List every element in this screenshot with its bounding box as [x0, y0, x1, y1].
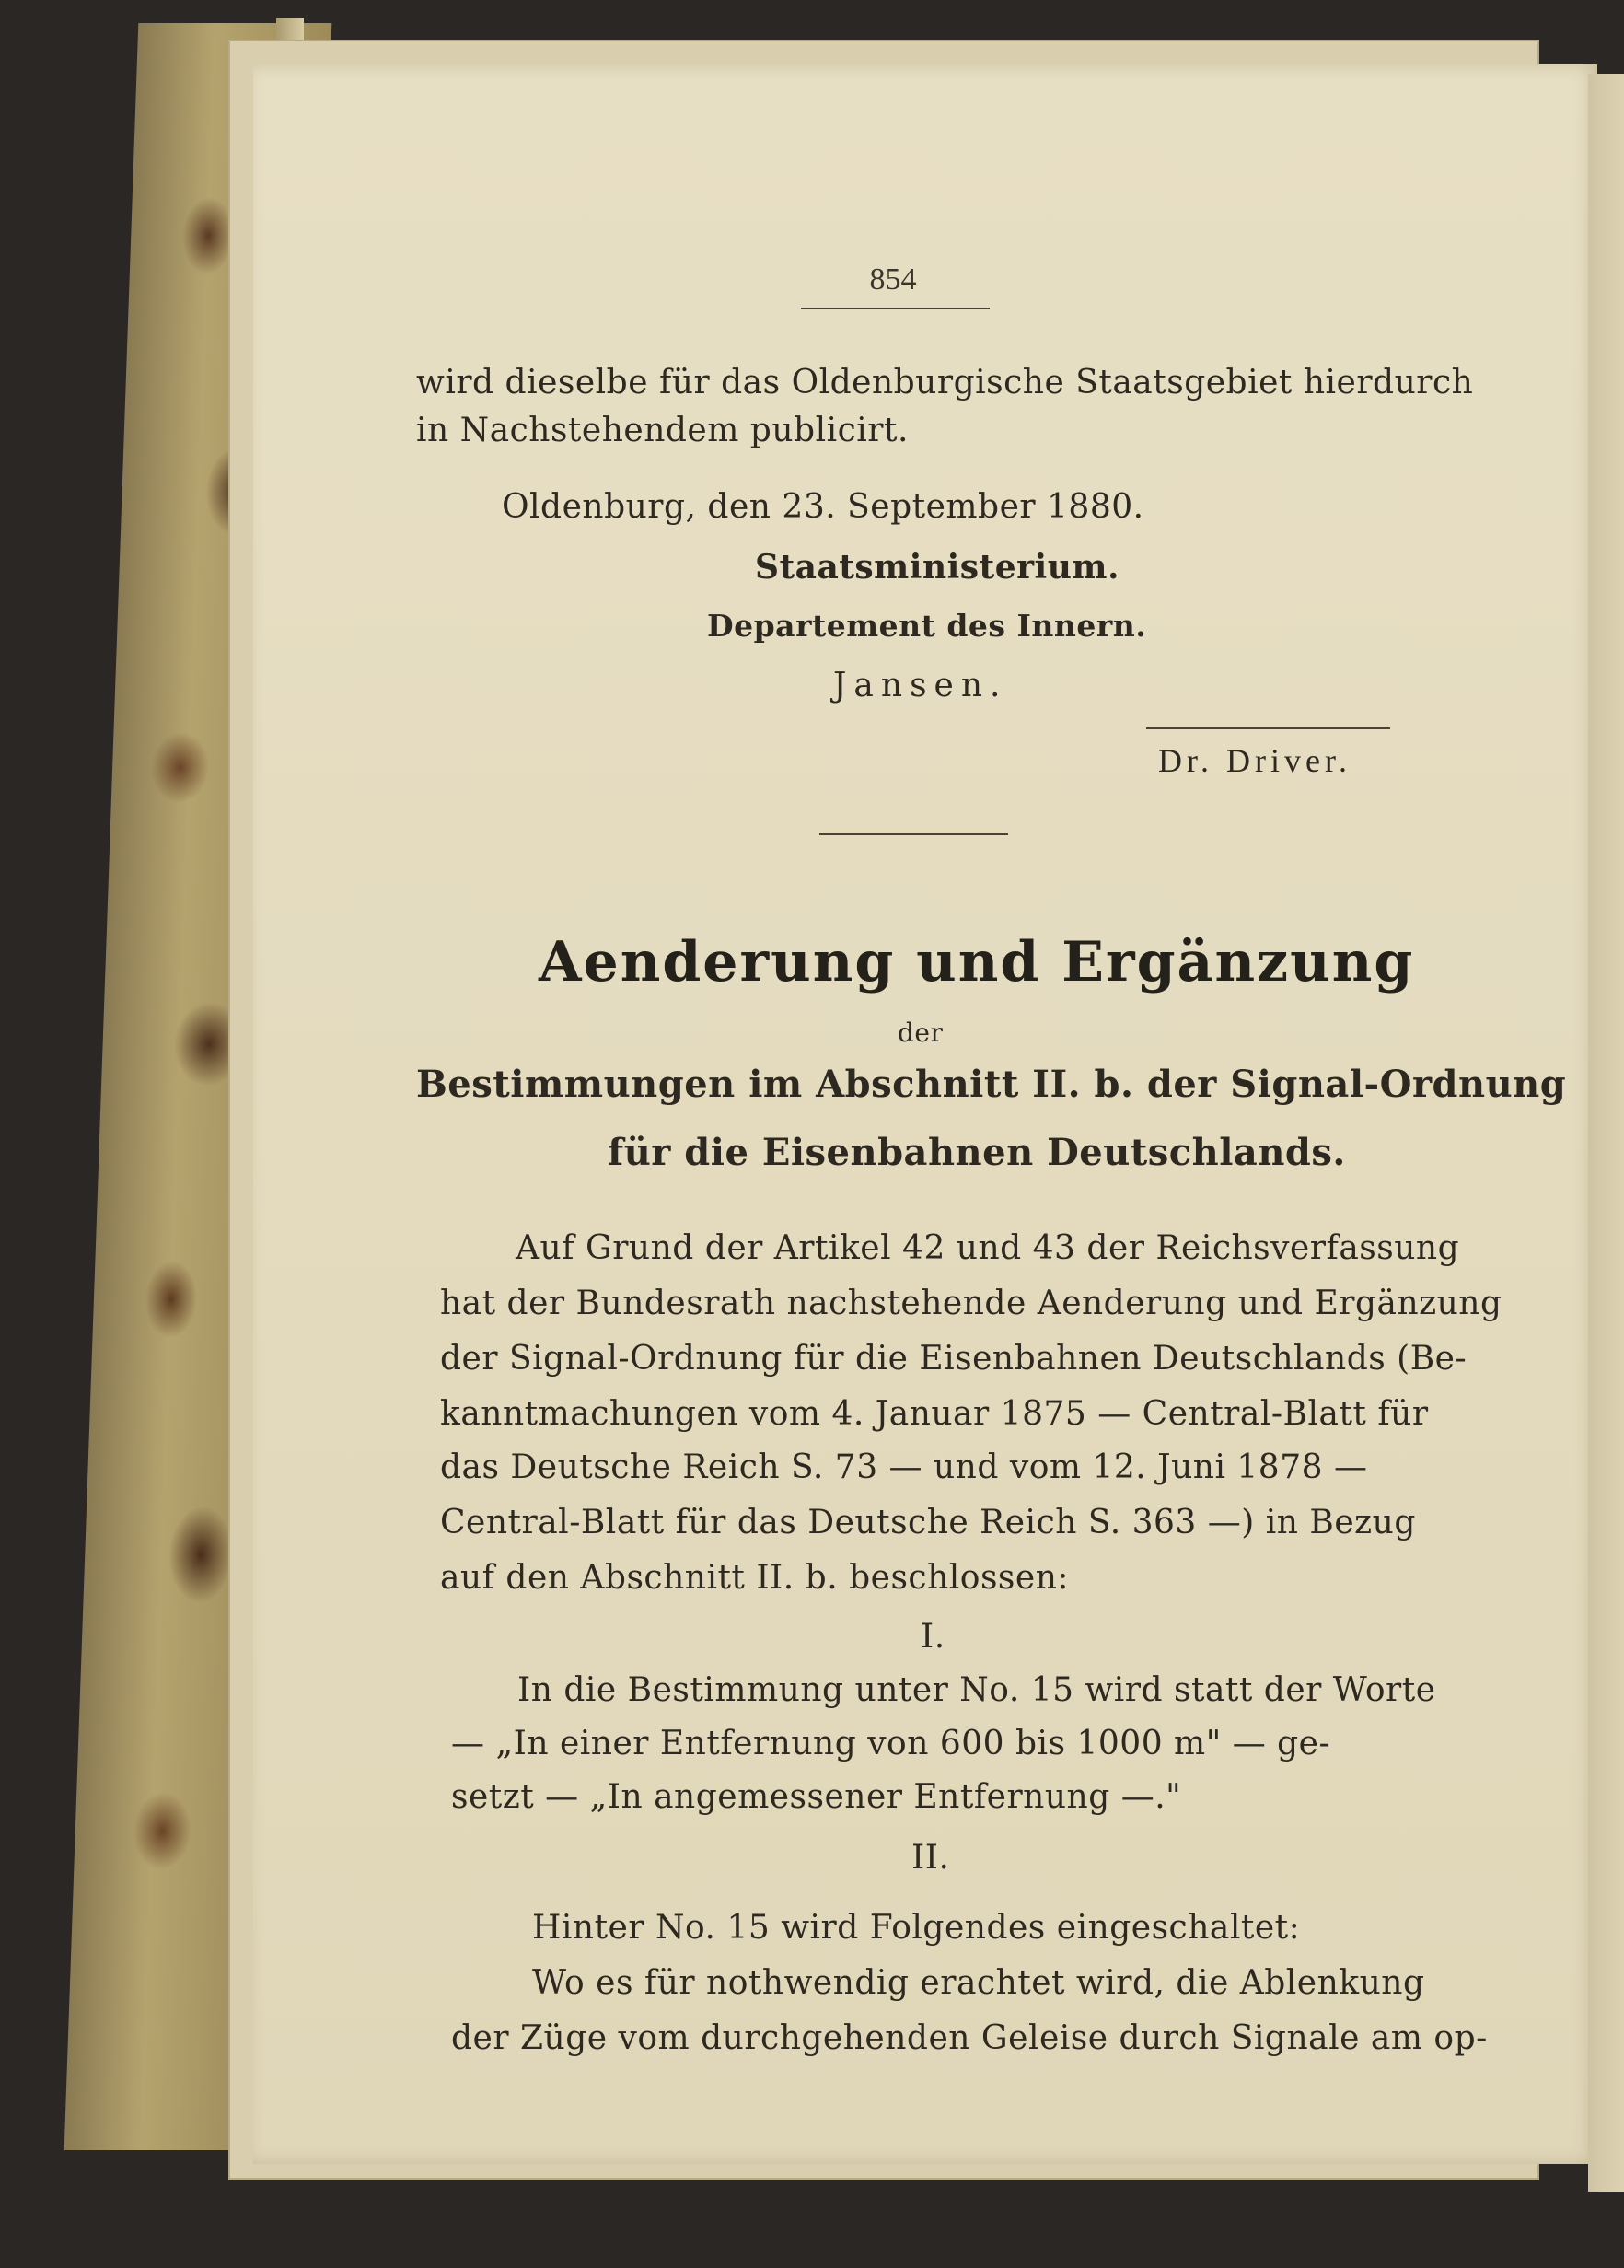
para-i-line-2: — „In einer Entfernung von 600 bis 1000 m" — ge- — [451, 1725, 1331, 1762]
date-line: Oldenburg, den 23. September 1880. — [502, 488, 1144, 526]
department-line: Departement des Innern. — [707, 608, 1147, 644]
section-title: Aenderung und Ergänzung — [539, 930, 1415, 994]
para1-line-5: das Deutsche Reich S. 73 — und vom 12. Juni 1878 — — [440, 1448, 1368, 1486]
subtitle-line-1: Bestimmungen im Abschnitt II. b. der Signal-Ordnung — [416, 1063, 1567, 1106]
para-i-line-3: setzt — „In angemessener Entfernung —." — [451, 1778, 1182, 1816]
para1-line-1: Auf Grund der Artikel 42 und 43 der Reichsverfassung — [516, 1229, 1460, 1267]
page-number-rule — [801, 308, 990, 309]
section-divider — [819, 833, 1008, 835]
intro-line-2: in Nachstehendem publicirt. — [416, 412, 909, 449]
facing-page-edge — [1588, 74, 1624, 2192]
heading-ii: II. — [911, 1839, 950, 1877]
signatory-line: Jansen. — [833, 667, 1008, 704]
para-ii-line-2: Wo es für nothwendig erachtet wird, die Ablenkung — [532, 1964, 1425, 2002]
para-ii-line-3: der Züge vom durchgehenden Geleise durch Signale am op- — [451, 2019, 1488, 2057]
intro-line-1: wird dieselbe für das Oldenburgische Staatsgebiet hierdurch — [416, 364, 1474, 401]
para-i-line-1: In die Bestimmung unter No. 15 wird statt der Worte — [517, 1671, 1436, 1709]
title-connector: der — [898, 1018, 944, 1048]
heading-i: I. — [921, 1618, 945, 1656]
para1-line-7: auf den Abschnitt II. b. beschlossen: — [440, 1559, 1070, 1597]
countersign-line: Dr. Driver. — [1158, 742, 1351, 779]
page-number: 854 — [869, 262, 917, 297]
para1-line-2: hat der Bundesrath nachstehende Aenderung und Ergänzung — [440, 1285, 1502, 1322]
signature-rule — [1146, 727, 1390, 729]
para1-line-6: Central-Blatt für das Deutsche Reich S. 363 —) in Bezug — [440, 1504, 1416, 1541]
para1-line-3: der Signal-Ordnung für die Eisenbahnen Deutschlands (Be- — [440, 1340, 1467, 1378]
subtitle-line-2: für die Eisenbahnen Deutschlands. — [608, 1131, 1346, 1174]
para-ii-line-1: Hinter No. 15 wird Folgendes eingeschaltet: — [532, 1909, 1301, 1947]
para1-line-4: kanntmachungen vom 4. Januar 1875 — Central-Blatt für — [440, 1395, 1429, 1433]
authority-line: Staatsministerium. — [755, 548, 1120, 587]
